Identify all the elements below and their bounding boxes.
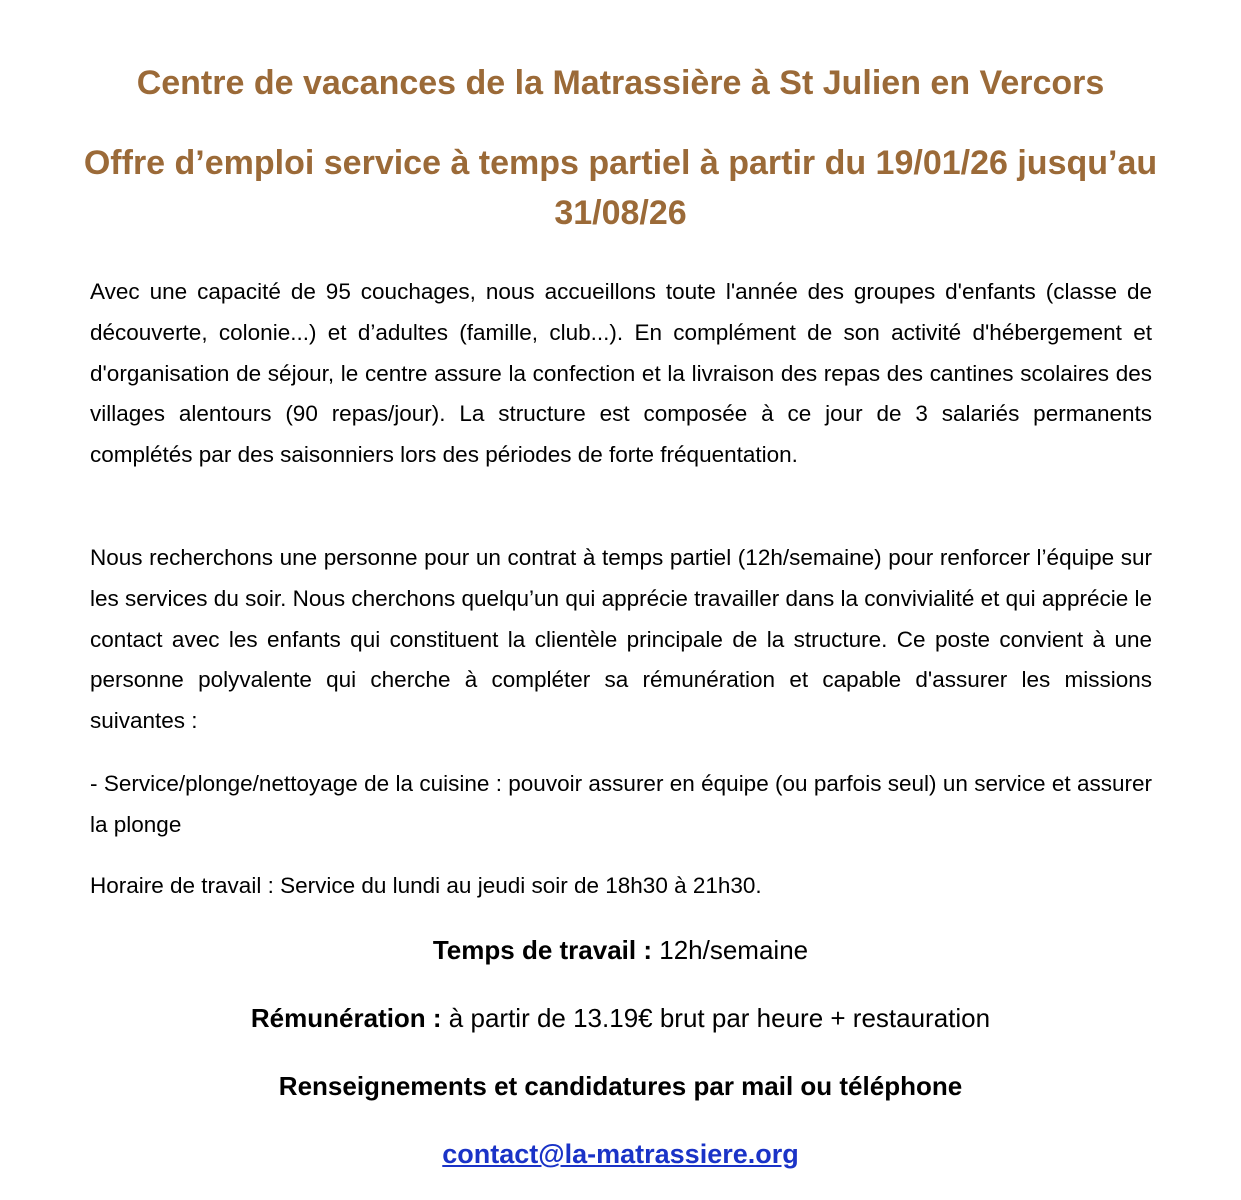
missions-paragraph: - Service/plonge/nettoyage de la cuisine : pouvoir assurer en équipe (ou parfois seul) un service et assurer la plonge bbox=[90, 771, 1152, 837]
position-paragraph: Nous recherchons une personne pour un contrat à temps partiel (12h/semaine) pour renforcer l’équipe sur les services du soir. Nous cherchons quelqu’un qui apprécie travailler dans la convivialité et qui apprécie le contact avec les enfants qui constituent la clientèle principale de la structure. Ce poste convient à une personne polyvalente qui cherche à compléter sa rémunération et capable d'assurer les missions suivantes : bbox=[90, 545, 1152, 734]
contact-email-link[interactable]: contact@la-matrassiere.org bbox=[442, 1139, 799, 1169]
pay-label: Rémunération : bbox=[250, 1003, 442, 1033]
job-offer-subtitle: Offre d’emploi service à temps partiel à partir du 19/01/26 jusqu’au 31/08/26 bbox=[83, 144, 1158, 232]
intro-paragraph: Avec une capacité de 95 couchages, nous accueillons toute l'année des groupes d'enfants (classe de découverte, colonie...) et d’adultes (famille, club...). En complément de son activité d'hébergement et d'organisation de séjour, le centre assure la confection et la livraison des repas des cantines scolaires des villages alentours (90 repas/jour). La structure est composée à ce jour de 3 salariés permanents complétés par des saisonniers lors des périodes de forte fréquentation. bbox=[90, 279, 1152, 468]
work-time-value: 12h/semaine bbox=[652, 935, 809, 965]
document-title: Centre de vacances de la Matrassière à St Julien en Vercors bbox=[136, 64, 1105, 102]
work-time-label: Temps de travail : bbox=[432, 935, 653, 965]
work-time-line bbox=[0, 930, 1241, 970]
schedule-paragraph: Horaire de travail : Service du lundi au jeudi soir de 18h30 à 21h30. bbox=[90, 873, 762, 898]
contact-line bbox=[0, 1134, 1241, 1174]
application-info: Renseignements et candidatures par mail ou téléphone bbox=[278, 1071, 963, 1101]
pay-value: à partir de 13.19€ brut par heure + restauration bbox=[441, 1003, 991, 1033]
pay-line bbox=[0, 998, 1241, 1038]
